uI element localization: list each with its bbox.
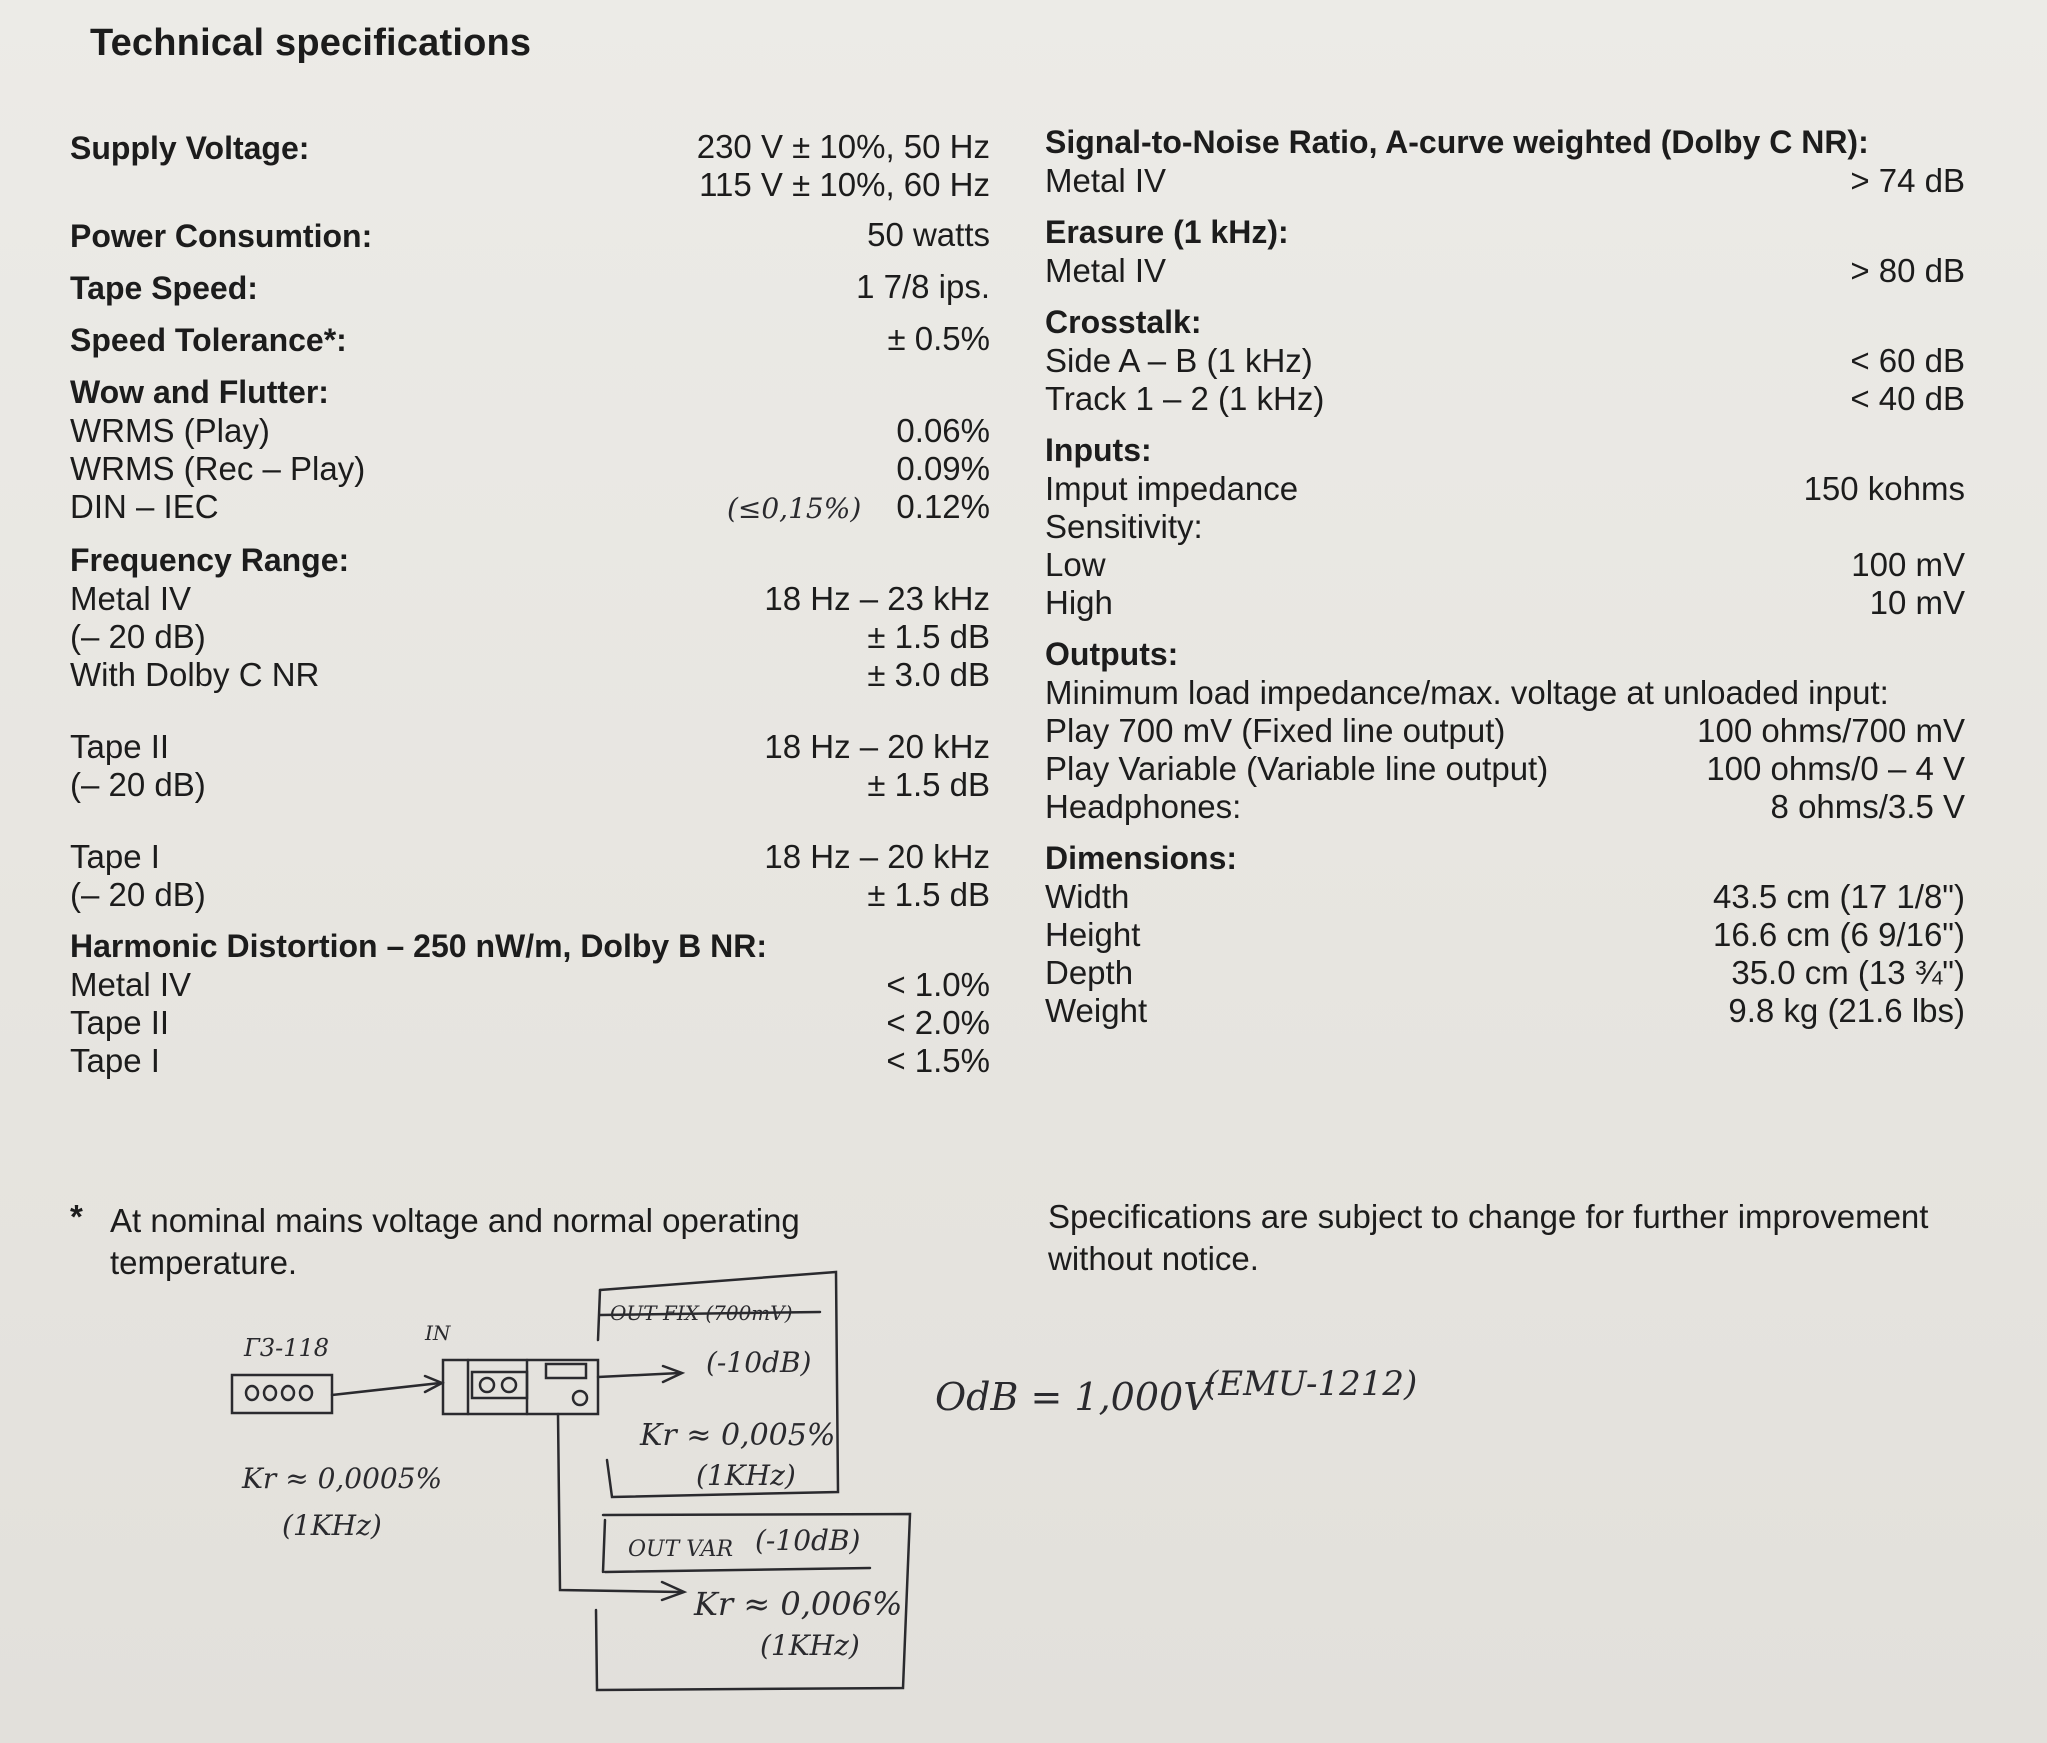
- inputs-label: Inputs:: [1045, 432, 1152, 468]
- list-item: (– 20 dB) ± 1.5 dB: [70, 876, 990, 913]
- list-item: With Dolby C NR ± 3.0 dB: [70, 656, 990, 693]
- list-item: WRMS (Rec – Play) 0.09%: [70, 450, 990, 487]
- tape-speed-value: 1 7/8 ips.: [856, 268, 990, 305]
- list-item: (– 20 dB) ± 1.5 dB: [70, 618, 990, 655]
- frequency-range-label: Frequency Range:: [70, 542, 350, 578]
- handwritten-reference-device: (EMU-1212): [1205, 1364, 1418, 1404]
- handwritten-note: (≤0,15%): [726, 492, 862, 525]
- list-item: (– 20 dB) ± 1.5 dB: [70, 766, 990, 803]
- handwritten-var-freq: (1KHz): [760, 1629, 860, 1662]
- dimensions-label: Dimensions:: [1045, 840, 1238, 876]
- outputs-subtitle: Minimum load impedance/max. voltage at unloaded input:: [1045, 674, 1889, 711]
- supply-voltage-value-230: 230 V ± 10%, 50 Hz: [696, 128, 990, 165]
- handwritten-reference: OdB = 1,000V: [935, 1375, 1211, 1419]
- list-item: Tape I < 1.5%: [70, 1042, 990, 1079]
- recorder-box: [443, 1360, 598, 1414]
- list-item: Sensitivity:: [1045, 508, 1203, 545]
- list-item: Height 16.6 cm (6 9/16"): [1045, 916, 1965, 953]
- list-item: Metal IV < 1.0%: [70, 966, 990, 1003]
- signal-line: [332, 1383, 440, 1395]
- outputs-label: Outputs:: [1045, 636, 1179, 672]
- handwritten-var-level: (-10dB): [755, 1524, 861, 1557]
- list-item: Width 43.5 cm (17 1/8"): [1045, 878, 1965, 915]
- list-item: Metal IV 18 Hz – 23 kHz: [70, 580, 990, 617]
- snr-label: Signal-to-Noise Ratio, A-curve weighted (Dolby C NR):: [1045, 124, 1869, 160]
- harmonic-distortion-label: Harmonic Distortion – 250 nW/m, Dolby B NR:: [70, 928, 767, 964]
- list-item: Tape II < 2.0%: [70, 1004, 990, 1041]
- speed-tolerance-label: Speed Tolerance*:: [70, 322, 347, 358]
- list-item: Play 700 mV (Fixed line output) 100 ohms/700 mV: [1045, 712, 1965, 749]
- change-notice: Specifications are subject to change for further improvement without notice.: [1048, 1198, 1929, 1277]
- footnote-text: At nominal mains voltage and normal operating temperature.: [110, 1202, 800, 1281]
- list-item: Side A – B (1 kHz) < 60 dB: [1045, 342, 1965, 379]
- list-item: Tape I 18 Hz – 20 kHz: [70, 838, 990, 875]
- handwritten-gen-kr: Kr ≈ 0,0005%: [242, 1462, 443, 1495]
- power-label: Power Consumtion:: [70, 218, 373, 254]
- handwritten-generator-label: Г3-118: [244, 1334, 330, 1362]
- handwritten-fix-level: (-10dB): [706, 1346, 812, 1379]
- supply-voltage-label: Supply Voltage:: [70, 130, 310, 166]
- handwritten-in-label: IN: [425, 1321, 451, 1345]
- list-item: DIN – IEC (≤0,15%) 0.12%: [70, 488, 990, 525]
- footnote-asterisk: *: [70, 1198, 83, 1235]
- erasure-label: Erasure (1 kHz):: [1045, 214, 1289, 250]
- handwritten-gen-freq: (1KHz): [282, 1509, 382, 1542]
- supply-voltage-value-115: 115 V ± 10%, 60 Hz: [699, 166, 990, 203]
- crosstalk-label: Crosstalk:: [1045, 304, 1202, 340]
- list-item: Tape II 18 Hz – 20 kHz: [70, 728, 990, 765]
- list-item: Depth 35.0 cm (13 ¾"): [1045, 954, 1965, 991]
- list-item: Track 1 – 2 (1 kHz) < 40 dB: [1045, 380, 1965, 417]
- list-item: Weight 9.8 kg (21.6 lbs): [1045, 992, 1965, 1029]
- list-item: Play Variable (Variable line output) 100 ohms/0 – 4 V: [1045, 750, 1965, 787]
- list-item: Low 100 mV: [1045, 546, 1965, 583]
- list-item: Metal IV > 80 dB: [1045, 252, 1965, 289]
- list-item: WRMS (Play) 0.06%: [70, 412, 990, 449]
- signal-line: [598, 1373, 680, 1377]
- page-title: Technical specifications: [90, 22, 532, 64]
- list-item: Metal IV > 74 dB: [1045, 162, 1965, 199]
- handwritten-var-title: OUT VAR: [628, 1537, 734, 1562]
- tape-speed-label: Tape Speed:: [70, 270, 258, 306]
- list-item: Imput impedance 150 kohms: [1045, 470, 1965, 507]
- speed-tolerance-value: ± 0.5%: [887, 320, 990, 357]
- list-item: Headphones: 8 ohms/3.5 V: [1045, 788, 1965, 825]
- handwritten-fix-kr: Kr ≈ 0,005%: [640, 1418, 836, 1453]
- handwritten-fix-title: OUT FIX (700mV): [610, 1301, 793, 1325]
- wow-flutter-label: Wow and Flutter:: [70, 374, 329, 410]
- list-item: High 10 mV: [1045, 584, 1965, 621]
- handwritten-fix-freq: (1KHz): [696, 1459, 796, 1492]
- power-value: 50 watts: [867, 216, 990, 253]
- handwritten-var-kr: Kr ≈ 0,006%: [694, 1585, 903, 1623]
